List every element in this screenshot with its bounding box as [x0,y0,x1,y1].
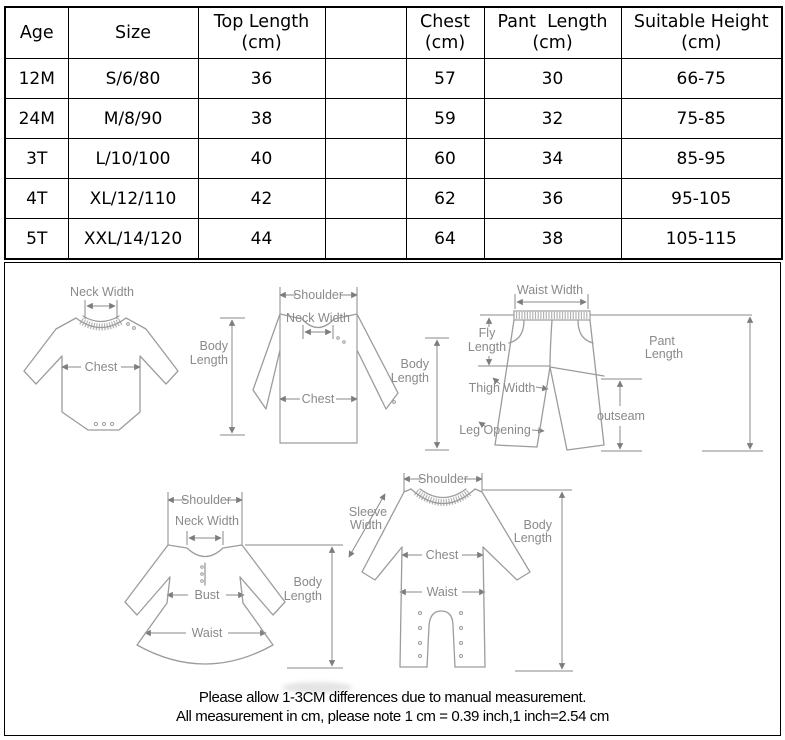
header-cell-chest: Chest (cm) [406,7,484,59]
measurement-note-line2: All measurement in cm, please note 1 cm = 0.39 inch,1 inch=2.54 cm [175,708,609,725]
cell: 30 [484,59,621,99]
header-cell-empty [325,7,406,59]
romper-chest-label: Chest [425,548,459,562]
cell: 44 [198,219,325,260]
cell [325,179,406,219]
dress-body-length-label: Length [283,589,322,603]
cell: M/8/90 [68,99,198,139]
cell: 5T [5,219,68,260]
bodysuit-body-length-label: Length [189,353,228,367]
romper-body-length-label: Length [513,531,552,545]
header-cell-age: Age [5,7,68,59]
romper-diagram [328,456,580,698]
shirt-neck-width-label: Neck Width [286,311,350,325]
romper-shoulder-label: Shoulder [417,472,469,486]
cell: 36 [484,179,621,219]
table-row [5,179,782,219]
romper-outline [362,489,530,667]
cell: 95-105 [621,179,782,219]
cell: L/10/100 [68,139,198,179]
cell [325,59,406,99]
shorts-fly-length-label: Fly [478,326,496,340]
cell: 12M [5,59,68,99]
shorts-fly-length-label: Length [467,340,507,354]
cell: 62 [406,179,484,219]
measurement-note-line1: Please allow 1-3CM differences due to manual measurement. [198,689,587,706]
cell: 36 [198,59,325,99]
shorts-waist-width-label: Waist Width [516,283,584,297]
dress-neck-width-label: Neck Width [175,514,239,528]
cell: 59 [406,99,484,139]
header-row [5,7,782,59]
dress-shoulder-label: Shoulder [180,493,232,507]
cell [325,219,406,260]
cell: 38 [484,219,621,260]
dress-waist-label: Waist [191,626,223,640]
romper-body-length-label: Body [523,518,552,532]
shorts-outseam-label: outseam [597,409,645,423]
cell: XXL/14/120 [68,219,198,260]
cell: 42 [198,179,325,219]
size-chart-table [4,6,783,260]
cell [325,99,406,139]
bodysuit-chest-label: Chest [84,360,118,374]
romper-sleeve-width-label: Sleeve [348,505,388,519]
cell: 3T [5,139,68,179]
bodysuit-body-length-label: Body [199,339,228,353]
cell: 64 [406,219,484,260]
table-row [5,219,782,260]
table-row [5,99,782,139]
romper-waist-label: Waist [426,585,458,599]
cell: 105-115 [621,219,782,260]
cell: 34 [484,139,621,179]
cell: 40 [198,139,325,179]
cell: 4T [5,179,68,219]
shorts-thigh-width-label: Thigh Width [468,381,536,395]
cell: 75-85 [621,99,782,139]
shirt-diagram [248,278,458,468]
shorts-leg-opening-label: Leg Opening [459,423,531,437]
shirt-body-length-label: Length [390,371,429,385]
cell: 60 [406,139,484,179]
dress-diagram [110,485,355,697]
shirt-body-length-label: Body [400,357,429,371]
dress-body-length-label: Body [293,575,322,589]
cell: 24M [5,99,68,139]
table-row [5,139,782,179]
cell: 57 [406,59,484,99]
shirt-chest-label: Chest [301,392,335,406]
cell: XL/12/110 [68,179,198,219]
header-cell-suitable-height: Suitable Height (cm) [621,7,782,59]
cell: 38 [198,99,325,139]
dress-outline [125,545,285,664]
cell: 32 [484,99,621,139]
shorts-pant-length-label: Pant [649,334,675,348]
shorts-diagram [450,275,770,470]
cell: 66-75 [621,59,782,99]
dress-bust-label: Bust [194,588,220,602]
shorts-pant-length-label: Length [644,347,684,361]
header-cell-size: Size [68,7,198,59]
cell: S/6/80 [68,59,198,99]
shirt-outline [253,314,398,443]
bodysuit-diagram [18,272,250,467]
header-cell-top-length: Top Length (cm) [198,7,325,59]
shirt-shoulder-label: Shoulder [292,288,344,302]
cell [325,139,406,179]
bodysuit-neck-width-label: Neck Width [70,285,134,299]
header-cell-pant-length: Pant Length (cm) [484,7,621,59]
cell: 85-95 [621,139,782,179]
table-row [5,59,782,99]
romper-sleeve-width-label: Width [350,518,382,532]
